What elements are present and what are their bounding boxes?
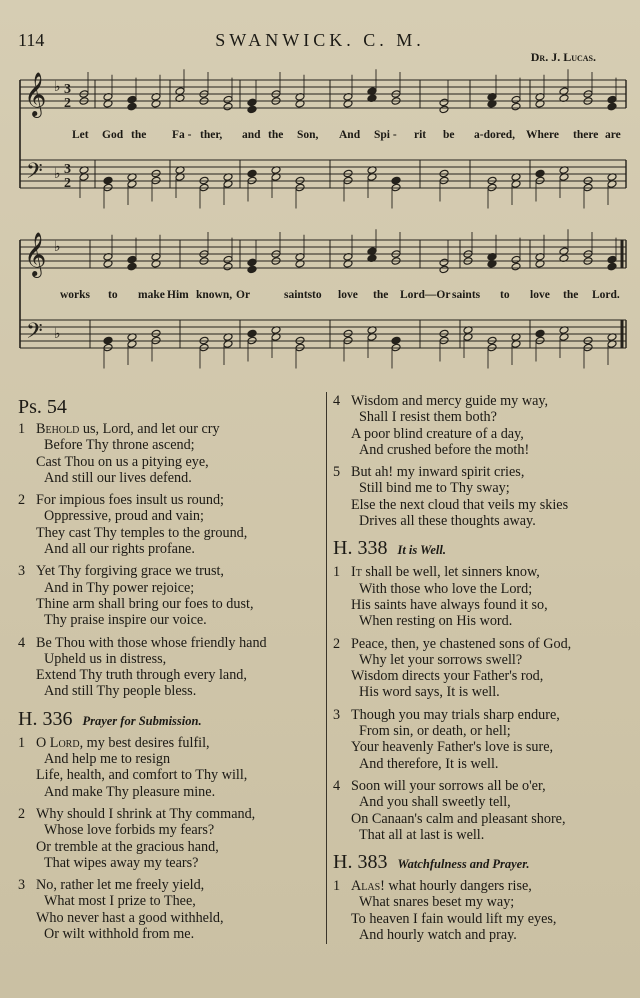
note-head — [391, 336, 401, 345]
stanza-number: 4 — [333, 777, 341, 794]
note-head — [439, 329, 449, 338]
note-head — [295, 176, 305, 185]
verse-line — [333, 707, 633, 723]
stanza-first-word: Behold — [36, 421, 80, 437]
note-head — [439, 336, 449, 345]
hymn-number: H. 338 — [333, 537, 388, 560]
stanza-number: 4 — [18, 634, 26, 651]
note-head — [247, 336, 257, 345]
verse-line — [333, 442, 633, 458]
note-head — [535, 336, 545, 345]
verse-line — [333, 739, 633, 755]
note-head — [247, 105, 257, 114]
verse-line — [18, 855, 323, 871]
stanza — [333, 636, 633, 701]
note-head — [391, 183, 401, 192]
verse-text: Before Thy throne ascend; — [44, 437, 195, 454]
hymn-number: H. 383 — [333, 851, 388, 874]
stanza-number: 1 — [18, 734, 26, 751]
verse-text: And you shall sweetly tell, — [359, 794, 511, 811]
note-head — [487, 343, 497, 352]
note-head — [487, 183, 497, 192]
verse-text: But ah! my inward spirit cries, — [351, 464, 525, 481]
verse-text: Yet Thy forgiving grace we trust, — [36, 563, 224, 580]
lyric-word: love — [338, 289, 358, 301]
note-head — [343, 329, 353, 338]
verse-text: And make Thy pleasure mine. — [44, 783, 216, 800]
stanza-number: 2 — [18, 805, 26, 822]
lyric-word: there — [573, 129, 599, 141]
verse-line — [333, 426, 633, 442]
verse-text: us, Lord, and let our cry — [79, 421, 220, 437]
verse-line — [333, 597, 633, 613]
verse-line — [18, 437, 323, 453]
treble-clef-icon: 𝄞 — [24, 232, 47, 276]
verse-line — [18, 839, 323, 855]
note-head — [127, 255, 137, 264]
note-head — [583, 343, 593, 352]
note-head — [103, 336, 113, 345]
lyric-word: a-dored, — [474, 129, 515, 141]
verse-text: Who never hast a good withheld, — [36, 909, 224, 926]
lyric-word: Fa - — [172, 129, 192, 141]
note-head — [511, 102, 521, 111]
verse-line — [18, 751, 323, 767]
verse-line — [18, 470, 323, 486]
verse-line — [333, 723, 633, 739]
note-head — [247, 98, 257, 107]
note-head — [535, 329, 545, 338]
verse-line — [333, 564, 633, 580]
verse-line — [333, 613, 633, 629]
bass-clef-icon: 𝄢 — [26, 319, 43, 349]
stanza — [18, 806, 323, 871]
note-head — [295, 336, 305, 345]
stanza — [333, 464, 633, 529]
verse-text: Else the next cloud that veils my skies — [351, 496, 569, 513]
hymn-number: H. 336 — [18, 707, 73, 730]
verse-text: They cast Thy temples to the ground, — [36, 524, 248, 541]
verse-text: His word says, It is well. — [359, 684, 500, 701]
verse-line — [333, 756, 633, 772]
right-column — [333, 392, 633, 949]
verse-text: shall be well, let sinners know, — [361, 564, 540, 581]
note-head — [439, 265, 449, 274]
verse-line — [18, 767, 323, 783]
verse-line — [18, 784, 323, 800]
note-head — [199, 176, 209, 185]
note-head — [439, 105, 449, 114]
verse-text: Wisdom and mercy guide my way, — [351, 393, 549, 409]
verse-text: A poor blind creature of a day, — [351, 425, 524, 442]
note-head — [511, 255, 521, 264]
stanza — [18, 635, 323, 700]
note-head — [127, 262, 137, 271]
verse-text: And therefore, It is well. — [359, 755, 499, 772]
note-head — [535, 176, 545, 185]
hymn-header-h336 — [18, 706, 323, 734]
verse-text: ! what hourly dangers rise, — [380, 878, 532, 895]
verse-line — [18, 926, 323, 942]
verse-line — [18, 508, 323, 524]
verse-text: Peace, then, ye chastened sons of God, — [351, 635, 572, 652]
verse-text: And crushed before the moth! — [359, 441, 530, 458]
verse-line — [333, 927, 633, 943]
note-head — [127, 95, 137, 104]
note-head — [487, 176, 497, 185]
note-head — [439, 98, 449, 107]
verse-line — [18, 735, 323, 751]
note-head — [199, 343, 209, 352]
verse-text: For impious foes insult us round; — [36, 492, 224, 509]
note-head — [439, 169, 449, 178]
verse-line — [333, 878, 633, 894]
verse-text: That all at last is well. — [359, 826, 485, 843]
treble-clef-icon: 𝄞 — [24, 72, 47, 116]
verse-text: And help me to resign — [44, 751, 171, 768]
verse-text: Why should I shrink at Thy command, — [36, 805, 256, 822]
stanza-number: 3 — [18, 563, 26, 580]
verse-text: And in Thy power rejoice; — [44, 579, 195, 596]
stanza-number: 4 — [333, 393, 341, 409]
hymn-header-h383 — [333, 849, 633, 877]
verse-text: Wisdom directs your Father's rod, — [351, 668, 544, 685]
note-head — [295, 343, 305, 352]
stanza — [333, 393, 633, 458]
verse-line — [18, 563, 323, 579]
lyric-word: Or — [236, 289, 251, 301]
verse-line — [18, 651, 323, 667]
lyric-word: Son, — [297, 129, 319, 141]
lyric-word: Let — [72, 129, 89, 141]
lyric-word: God — [102, 129, 124, 141]
verse-line — [18, 421, 323, 437]
time-signature: 3 — [64, 162, 71, 177]
verse-line — [333, 911, 633, 927]
verse-line — [18, 893, 323, 909]
lyric-word: to — [500, 289, 510, 301]
hymn-header-ps54 — [18, 394, 323, 420]
note-head — [199, 183, 209, 192]
verse-line — [18, 877, 323, 893]
note-head — [391, 343, 401, 352]
verse-line — [18, 541, 323, 557]
lyric-word: be — [443, 129, 455, 141]
lyric-word: rit — [414, 129, 427, 141]
note-head — [511, 95, 521, 104]
lyric-word: are — [605, 129, 621, 141]
note-head — [343, 176, 353, 185]
verse-line — [333, 581, 633, 597]
note-head — [583, 176, 593, 185]
lyric-word: Lord—Or — [400, 289, 451, 301]
verse-line — [333, 778, 633, 794]
lyric-word: saints — [452, 289, 481, 301]
verse-text: With those who love the Lord; — [359, 580, 533, 597]
lyric-word: works — [60, 289, 91, 301]
note-head — [103, 176, 113, 185]
verse-text: And all our rights profane. — [44, 541, 195, 558]
note-head — [391, 176, 401, 185]
lyric-word: and — [242, 129, 261, 141]
note-head — [103, 343, 113, 352]
time-signature: 2 — [64, 96, 71, 111]
stanza — [333, 878, 633, 943]
verse-text: That wipes away my tears? — [44, 854, 199, 871]
bass-clef-icon: 𝄢 — [26, 159, 43, 189]
note-head — [607, 95, 617, 104]
note-head — [439, 258, 449, 267]
stanza-first-word: O Lord — [36, 734, 80, 751]
verse-text: , my best desires fulfil, — [79, 734, 210, 751]
lyric-word: the — [131, 129, 147, 141]
verse-line — [18, 667, 323, 683]
stanza-number: 1 — [333, 878, 341, 895]
verse-text: When resting on His word. — [359, 613, 513, 630]
verse-line — [18, 910, 323, 926]
verse-line — [333, 393, 633, 409]
note-head — [199, 336, 209, 345]
lyric-word: ther, — [200, 129, 223, 141]
verse-text: Still bind me to Thy sway; — [359, 480, 510, 497]
page-number: 114 — [18, 30, 45, 50]
verse-line — [333, 652, 633, 668]
verse-text: Extend Thy truth through every land, — [36, 667, 247, 684]
verse-text: Your heavenly Father's love is sure, — [351, 739, 554, 756]
note-head — [223, 262, 233, 271]
verse-line — [18, 580, 323, 596]
verse-text: Drives all these thoughts away. — [359, 513, 536, 530]
note-head — [607, 102, 617, 111]
note-head — [295, 183, 305, 192]
lyric-word: Him — [167, 289, 189, 301]
verse-text: Cast Thou on us a pitying eye, — [36, 453, 209, 470]
hymn-header-h338 — [333, 535, 633, 563]
stanza — [18, 735, 323, 800]
stanza-number: 5 — [333, 464, 341, 481]
flat-icon: ♭ — [54, 239, 61, 255]
note-head — [439, 176, 449, 185]
note-head — [487, 336, 497, 345]
lyric-word: the — [563, 289, 579, 301]
verse-line — [333, 894, 633, 910]
note-head — [343, 336, 353, 345]
flat-icon: ♭ — [54, 326, 61, 342]
note-head — [343, 169, 353, 178]
note-head — [607, 262, 617, 271]
stanza-number: 2 — [333, 635, 341, 652]
note-head — [103, 183, 113, 192]
verse-line — [333, 497, 633, 513]
lyric-word: to — [108, 289, 118, 301]
stanza — [333, 707, 633, 772]
note-head — [247, 169, 257, 178]
verse-text: Soon will your sorrows all be o'er, — [351, 777, 546, 794]
lyric-word: make — [138, 289, 165, 301]
verse-text: To heaven I fain would lift my eyes, — [351, 910, 557, 927]
column-divider — [326, 392, 327, 944]
verse-text: His saints have always found it so, — [351, 596, 548, 613]
verse-line — [18, 822, 323, 838]
verse-line — [333, 409, 633, 425]
verse-line — [333, 513, 633, 529]
stanza — [333, 564, 633, 629]
lyric-word: love — [530, 289, 550, 301]
note-head — [223, 102, 233, 111]
verse-text: And still our lives defend. — [44, 469, 192, 486]
stanza-number: 1 — [333, 564, 341, 581]
verse-line — [18, 492, 323, 508]
lyric-word: known, — [196, 289, 233, 301]
stanza — [18, 563, 323, 628]
note-head — [151, 169, 161, 178]
verse-text: Life, health, and comfort to Thy will, — [36, 767, 248, 784]
time-signature: 3 — [64, 82, 71, 97]
verse-line — [18, 612, 323, 628]
verse-line — [333, 668, 633, 684]
note-head — [247, 329, 257, 338]
flat-icon: ♭ — [54, 166, 61, 182]
composer-credit: Dr. J. Lucas. — [530, 50, 596, 64]
stanza — [18, 877, 323, 942]
hymn-number: Ps. 54 — [18, 396, 67, 418]
hymn-title: Prayer for Submission. — [82, 713, 202, 728]
stanza-first-word: Alas — [351, 878, 381, 895]
music-score — [0, 0, 640, 380]
stanza-number: 3 — [333, 706, 341, 723]
verse-text: Be Thou with those whose friendly hand — [36, 634, 267, 651]
verse-text: Or wilt withhold from me. — [44, 926, 195, 943]
note-head — [247, 258, 257, 267]
note-head — [583, 183, 593, 192]
verse-text: Or tremble at the gracious hand, — [36, 838, 219, 855]
verse-text: Why let your sorrows swell? — [359, 651, 523, 668]
verse-line — [18, 454, 323, 470]
lyric-word: to — [312, 289, 322, 301]
verse-text: Upheld us in distress, — [44, 650, 167, 667]
note-head — [127, 102, 137, 111]
verse-text: And still Thy people bless. — [44, 683, 197, 700]
verse-line — [18, 683, 323, 699]
stanza-number: 3 — [18, 877, 26, 894]
stanza-number: 1 — [18, 421, 26, 437]
lyric-word: Where — [526, 129, 560, 141]
stanza-first-word: It — [351, 564, 362, 581]
note-head — [511, 262, 521, 271]
stanza — [333, 778, 633, 843]
hymn-title: Watchfulness and Prayer. — [397, 857, 530, 872]
tune-title: SWANWICK. C. M. — [215, 30, 425, 50]
verse-text: Shall I resist them both? — [359, 409, 497, 426]
verse-text: Whose love forbids my fears? — [44, 822, 215, 839]
verse-text: Thy praise inspire our voice. — [44, 612, 207, 629]
stanza — [18, 421, 323, 486]
note-head — [583, 336, 593, 345]
note-head — [247, 265, 257, 274]
note-head — [535, 169, 545, 178]
note-head — [223, 255, 233, 264]
verse-line — [333, 811, 633, 827]
verse-text: On Canaan's calm and pleasant shore, — [351, 810, 566, 827]
verse-line — [333, 684, 633, 700]
time-signature: 2 — [64, 176, 71, 191]
note-head — [151, 329, 161, 338]
lyric-word: Spi - — [374, 129, 397, 141]
verse-line — [333, 480, 633, 496]
note-head — [223, 95, 233, 104]
verse-line — [333, 636, 633, 652]
flat-icon: ♭ — [54, 79, 61, 95]
verse-line — [18, 635, 323, 651]
verse-line — [333, 794, 633, 810]
verse-line — [18, 525, 323, 541]
note-head — [607, 255, 617, 264]
left-column — [18, 392, 323, 948]
verse-text: Though you may trials sharp endure, — [351, 706, 560, 723]
note-head — [151, 176, 161, 185]
verse-line — [18, 596, 323, 612]
note-head — [151, 336, 161, 345]
lyric-word: saints — [284, 289, 313, 301]
lyric-word: Lord. — [592, 289, 620, 301]
verse-text: Thine arm shall bring our foes to dust, — [36, 595, 254, 612]
verse-line — [333, 827, 633, 843]
verse-line — [18, 806, 323, 822]
hymn-title: It is Well. — [397, 543, 446, 558]
verse-text: From sin, or death, or hell; — [359, 723, 511, 740]
verse-text: What snares beset my way; — [359, 894, 515, 911]
verse-text: No, rather let me freely yield, — [36, 877, 205, 894]
verse-text: And hourly watch and pray. — [359, 927, 517, 944]
stanza — [18, 492, 323, 557]
lyric-word: the — [373, 289, 389, 301]
note-head — [247, 176, 257, 185]
verse-line — [333, 464, 633, 480]
verse-text: What most I prize to Thee, — [44, 893, 196, 910]
lyric-word: And — [339, 129, 361, 141]
lyric-word: the — [268, 129, 284, 141]
stanza-number: 2 — [18, 492, 26, 509]
verse-text: Oppressive, proud and vain; — [44, 508, 204, 525]
